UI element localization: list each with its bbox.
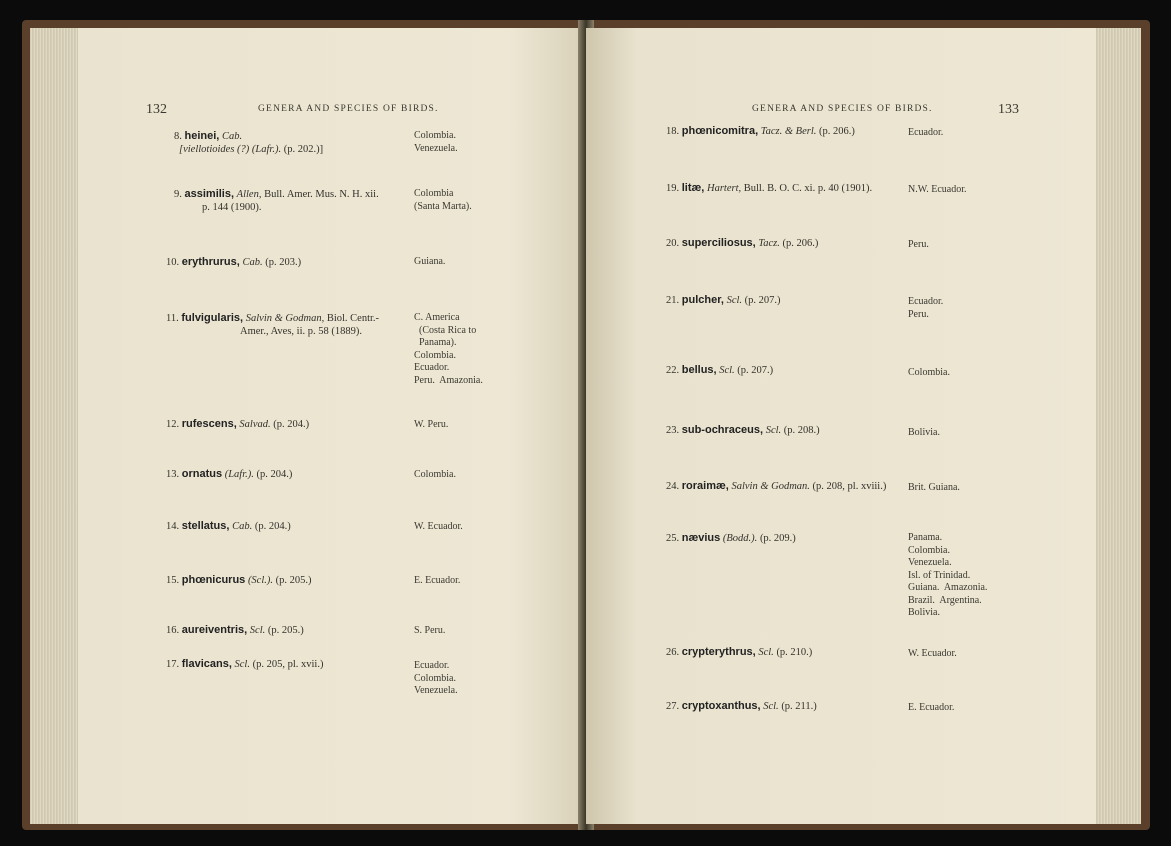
species-name: roraimæ, bbox=[681, 480, 729, 492]
distribution-25: Panama. Colombia. Venezuela. Isl. of Trinidad. Guiana. Amazonia. Brazil. Argentina. Bolivia. bbox=[908, 532, 988, 618]
entry-11 bbox=[166, 312, 379, 338]
species-name: crypterythrus, bbox=[681, 646, 756, 658]
species-name: stellatus, bbox=[181, 520, 230, 532]
species-reference: Biol. Centr.- bbox=[326, 313, 380, 324]
entry-21 bbox=[666, 294, 781, 308]
distribution-21: Ecuador. Peru. bbox=[908, 296, 944, 320]
species-reference: (p. 204.) bbox=[254, 521, 291, 532]
entry-23 bbox=[666, 424, 820, 438]
entry-15 bbox=[166, 574, 312, 588]
entry-number: 14. bbox=[166, 521, 180, 532]
entry-18 bbox=[666, 125, 855, 139]
distribution-12: W. Peru. bbox=[414, 419, 449, 430]
species-reference: (p. 211.) bbox=[781, 701, 817, 712]
distribution-24: Brit. Guiana. bbox=[908, 482, 960, 493]
species-author: Cab. bbox=[221, 131, 243, 142]
entry-number: 22. bbox=[666, 365, 680, 376]
species-author: Scl. bbox=[758, 647, 774, 658]
species-name: ornatus bbox=[181, 468, 223, 480]
species-reference: (p. 208.) bbox=[783, 425, 820, 436]
species-reference: (p. 210.) bbox=[776, 647, 813, 658]
species-author: Scl. bbox=[719, 365, 735, 376]
entry-number: 10. bbox=[166, 257, 180, 268]
synonym-italic: [vielloti bbox=[179, 143, 213, 155]
distribution-22: Colombia. bbox=[908, 367, 950, 378]
species-reference: (p. 207.) bbox=[744, 295, 781, 306]
species-name: assimilis, bbox=[184, 188, 235, 200]
entry-number: 23. bbox=[666, 425, 680, 436]
species-author: Scl. bbox=[763, 701, 779, 712]
entry-9 bbox=[174, 188, 379, 214]
species-author: (Scl.). bbox=[247, 575, 274, 586]
entry-number: 19. bbox=[666, 183, 680, 194]
entry-number: 27. bbox=[666, 701, 680, 712]
left-page bbox=[78, 28, 586, 824]
species-author: Salvin & Godman. bbox=[731, 481, 810, 492]
species-name: erythrurus, bbox=[181, 256, 240, 268]
species-author: (Bodd.). bbox=[722, 533, 758, 544]
distribution-14: W. Ecuador. bbox=[414, 521, 463, 532]
species-name: cryptoxanthus, bbox=[681, 700, 761, 712]
species-name: fulvigularis, bbox=[181, 312, 244, 324]
entry-24 bbox=[666, 480, 886, 494]
species-author: (Lafr.). bbox=[224, 469, 254, 480]
entry-19 bbox=[666, 182, 872, 196]
entry-number: 11. bbox=[166, 313, 179, 324]
species-reference: (p. 206.) bbox=[782, 238, 819, 249]
entry-number: 26. bbox=[666, 647, 680, 658]
distribution-19: N.W. Ecuador. bbox=[908, 184, 967, 195]
species-name: rufescens, bbox=[181, 418, 237, 430]
species-name: superciliosus, bbox=[681, 237, 756, 249]
right-running-header: GENERA AND SPECIES OF BIRDS. bbox=[752, 104, 933, 114]
species-author: Scl. bbox=[249, 625, 266, 636]
species-author: Scl. bbox=[234, 659, 250, 670]
distribution-8: Colombia. Venezuela. bbox=[414, 130, 458, 154]
species-author: Cab. bbox=[242, 257, 263, 268]
species-name: sub-ochraceus, bbox=[681, 424, 764, 436]
entry-number: 21. bbox=[666, 295, 680, 306]
entry-26 bbox=[666, 646, 812, 660]
entry-number: 24. bbox=[666, 481, 680, 492]
distribution-20: Peru. bbox=[908, 239, 929, 250]
distribution-18: Ecuador. bbox=[908, 127, 944, 138]
species-reference: (p. 208, pl. xviii.) bbox=[812, 481, 887, 492]
species-reference: (p. 203.) bbox=[265, 257, 302, 268]
distribution-13: Colombia. bbox=[414, 469, 456, 480]
distribution-26: W. Ecuador. bbox=[908, 648, 957, 659]
species-reference-cont: Amer., Aves, ii. p. 58 (1889). bbox=[240, 325, 363, 337]
entry-27 bbox=[666, 700, 817, 714]
page-edges-left bbox=[30, 28, 80, 824]
species-name: heinei, bbox=[184, 130, 220, 142]
species-reference: Bull. Amer. Mus. N. H. xii. bbox=[264, 189, 379, 200]
distribution-9: Colombia (Santa Marta). bbox=[414, 188, 472, 212]
distribution-17: Ecuador. Colombia. Venezuela. bbox=[414, 660, 458, 696]
entry-number: 16. bbox=[166, 625, 180, 636]
species-reference: (p. 205, pl. xvii.) bbox=[252, 659, 324, 670]
species-reference: Bull. B. O. C. xi. p. 40 (1901). bbox=[743, 183, 873, 194]
entry-number: 25. bbox=[666, 533, 680, 544]
species-reference-cont: p. 144 (1900). bbox=[202, 201, 262, 213]
page-edges-right bbox=[1091, 28, 1141, 824]
entry-number: 17. bbox=[166, 659, 180, 670]
entry-number: 20. bbox=[666, 238, 680, 249]
synonym-ref: (p. 202.)] bbox=[283, 143, 324, 155]
entry-14 bbox=[166, 520, 291, 534]
species-reference: (p. 205.) bbox=[267, 625, 304, 636]
species-reference: (p. 207.) bbox=[737, 365, 774, 376]
species-reference: (p. 204.) bbox=[273, 419, 310, 430]
right-page-number: 133 bbox=[998, 102, 1019, 117]
entry-13 bbox=[166, 468, 292, 482]
entry-10 bbox=[166, 256, 301, 270]
entry-number: 12. bbox=[166, 419, 180, 430]
entry-16 bbox=[166, 624, 304, 638]
species-author: Tacz. & Berl. bbox=[760, 126, 817, 137]
right-page bbox=[586, 28, 1096, 824]
species-author: Tacz. bbox=[758, 238, 780, 249]
species-name: aureiventris, bbox=[181, 624, 248, 636]
species-reference: (p. 204.) bbox=[256, 469, 293, 480]
distribution-23: Bolivia. bbox=[908, 427, 940, 438]
entry-number: 18. bbox=[666, 126, 680, 137]
entry-number: 13. bbox=[166, 469, 180, 480]
distribution-27: E. Ecuador. bbox=[908, 702, 955, 713]
species-author: Scl. bbox=[765, 425, 782, 436]
species-reference: (p. 205.) bbox=[275, 575, 312, 586]
entry-22 bbox=[666, 364, 773, 378]
entry-number: 15. bbox=[166, 575, 180, 586]
entry-8 bbox=[174, 130, 323, 156]
species-name: litæ, bbox=[681, 182, 705, 194]
species-name: phœnicomitra, bbox=[681, 125, 759, 137]
entry-number: 9. bbox=[174, 189, 182, 200]
species-reference: (p. 209.) bbox=[759, 533, 796, 544]
distribution-11: C. America (Costa Rica to Panama). Colombia. Ecuador. Peru. Amazonia. bbox=[414, 312, 483, 386]
species-name: nævius bbox=[681, 532, 721, 544]
species-author: Scl. bbox=[726, 295, 743, 306]
left-page-number: 132 bbox=[146, 102, 167, 117]
species-author: Allen, bbox=[236, 189, 262, 200]
species-author: Cab. bbox=[232, 521, 253, 532]
left-running-header: GENERA AND SPECIES OF BIRDS. bbox=[258, 104, 439, 114]
entry-17 bbox=[166, 658, 323, 672]
species-name: flavicans, bbox=[181, 658, 232, 670]
species-author: Hartert, bbox=[707, 183, 742, 194]
entry-20 bbox=[666, 237, 818, 251]
species-author: Salvad. bbox=[239, 419, 271, 430]
species-name: pulcher, bbox=[681, 294, 724, 306]
distribution-16: S. Peru. bbox=[414, 625, 446, 636]
species-name: bellus, bbox=[681, 364, 717, 376]
synonym-rest: oides (?) (Lafr.). bbox=[212, 143, 282, 155]
entry-number: 8. bbox=[174, 131, 182, 142]
species-reference: (p. 206.) bbox=[819, 126, 855, 137]
distribution-10: Guiana. bbox=[414, 256, 446, 267]
species-author: Salvin & Godman, bbox=[245, 313, 325, 324]
entry-25 bbox=[666, 532, 796, 546]
species-name: phœnicurus bbox=[181, 574, 246, 586]
distribution-15: E. Ecuador. bbox=[414, 575, 461, 586]
entry-12 bbox=[166, 418, 309, 432]
